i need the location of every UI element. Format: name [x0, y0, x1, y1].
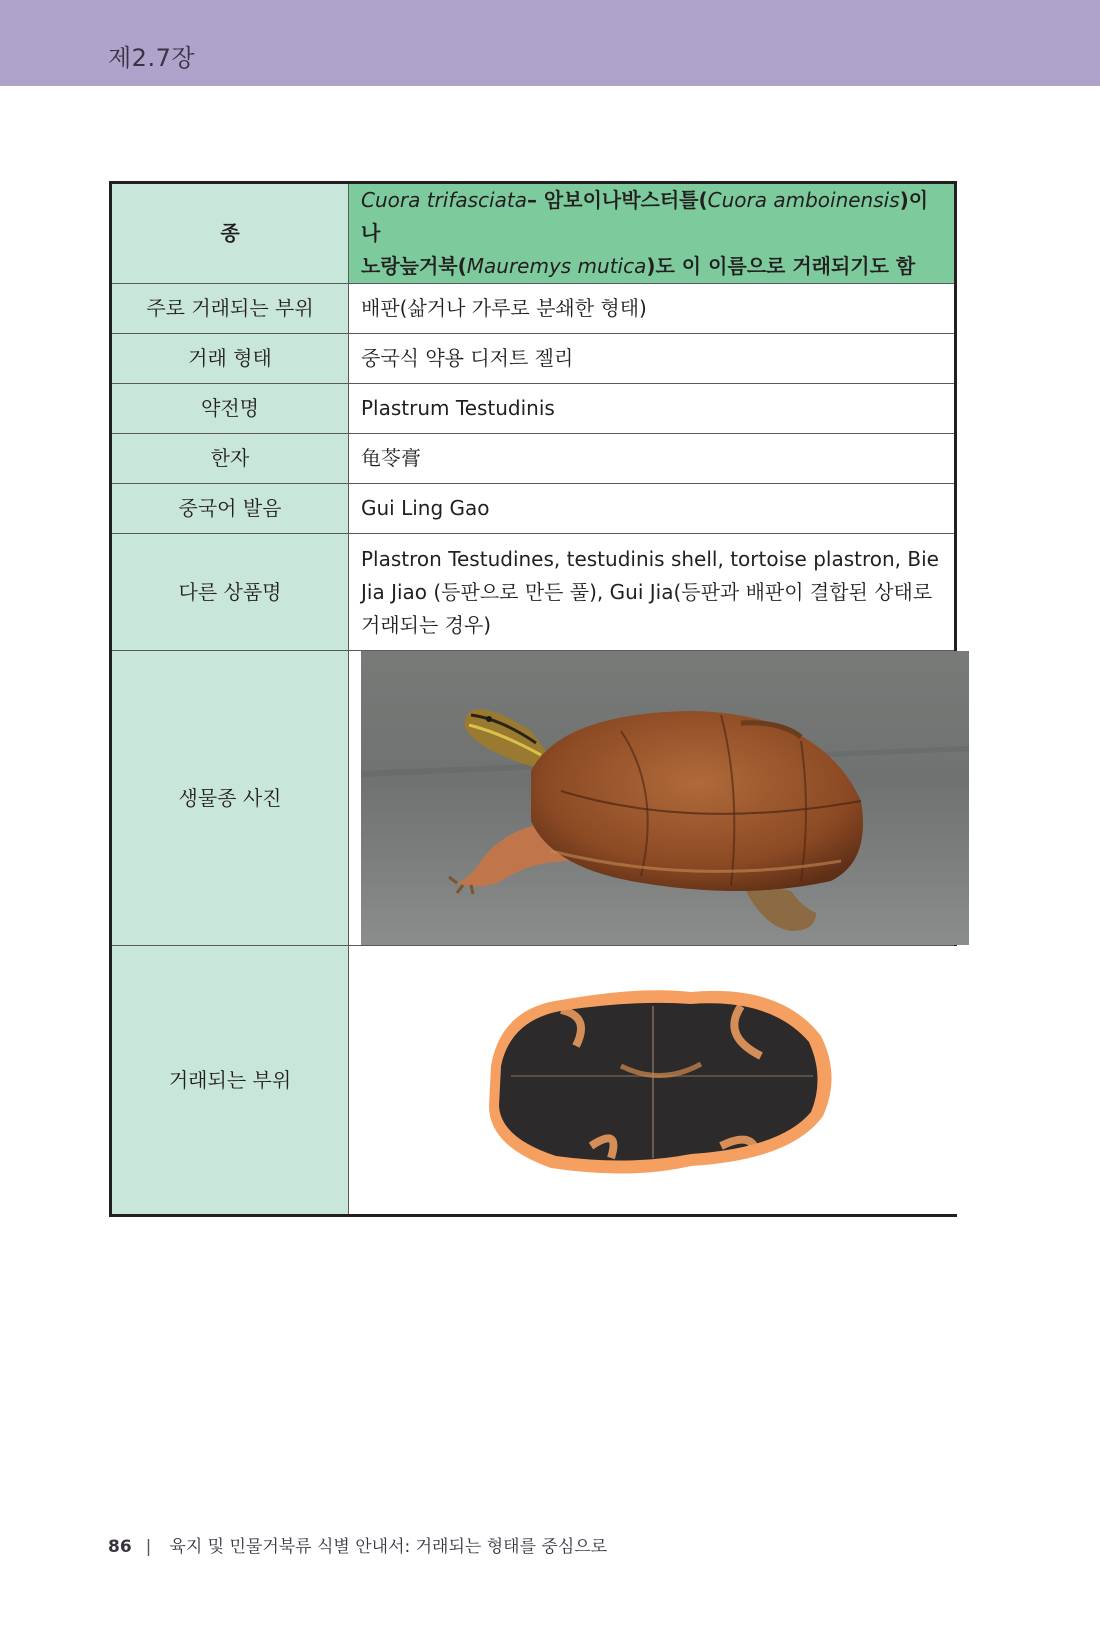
row-value: 배판(삶거나 가루로 분쇄한 형태): [349, 284, 956, 334]
table-row: [111, 334, 956, 384]
footer-separator: |: [145, 1537, 152, 1557]
species-text: – 암보이나박스터틀(: [526, 188, 708, 212]
table-row: [111, 384, 956, 434]
species-scientific-name: Cuora trifasciata: [361, 188, 527, 212]
row-label: 약전명: [111, 384, 349, 434]
species-row: [111, 183, 956, 284]
table-row: [111, 534, 956, 651]
chapter-header-band: [0, 0, 1100, 86]
species-value: [349, 183, 956, 284]
species-text: )이나: [361, 188, 929, 245]
species-text: )도 이 이름으로 거래되기도 함: [646, 254, 916, 278]
photo-row: [111, 651, 956, 946]
row-value: Gui Ling Gao: [349, 484, 956, 534]
species-label: 종: [111, 183, 349, 284]
row-label: 한자: [111, 434, 349, 484]
row-label: 다른 상품명: [111, 534, 349, 651]
alt-species-2: Mauremys mutica: [466, 254, 647, 278]
page-footer: [108, 1532, 607, 1557]
photo-label: 생물종 사진: [111, 651, 349, 946]
page-number: 86: [108, 1537, 132, 1557]
row-label: 주로 거래되는 부위: [111, 284, 349, 334]
row-label: 중국어 발음: [111, 484, 349, 534]
chapter-title: 제2.7장: [108, 44, 196, 72]
row-value: 중국식 약용 디저트 젤리: [349, 334, 956, 384]
row-label: 거래 형태: [111, 334, 349, 384]
book-title: 육지 및 민물거북류 식별 안내서: 거래되는 형태를 중심으로: [169, 1537, 608, 1557]
row-value: Plastron Testudines, testudinis shell, tortoise plastron, Bie Jia Jiao (등판으로 만든 풀), Gui Jia(등판과 배판이 결합된 상태로 거래되는 경우): [349, 534, 956, 651]
species-text: 노랑늪거북(: [361, 254, 467, 278]
plastron-image: [361, 946, 969, 1214]
species-info-table: [109, 181, 957, 1217]
turtle-photo-cell: [349, 651, 956, 946]
row-value: Plastrum Testudinis: [349, 384, 956, 434]
alt-species-1: Cuora amboinensis: [707, 188, 900, 212]
plastron-image-cell: [349, 946, 956, 1216]
row-value: 龟苓膏: [349, 434, 956, 484]
table-row: [111, 484, 956, 534]
traded-part-label: 거래되는 부위: [111, 946, 349, 1216]
table-row: [111, 434, 956, 484]
table-row: [111, 284, 956, 334]
turtle-photo: [361, 651, 969, 945]
traded-part-row: [111, 946, 956, 1216]
